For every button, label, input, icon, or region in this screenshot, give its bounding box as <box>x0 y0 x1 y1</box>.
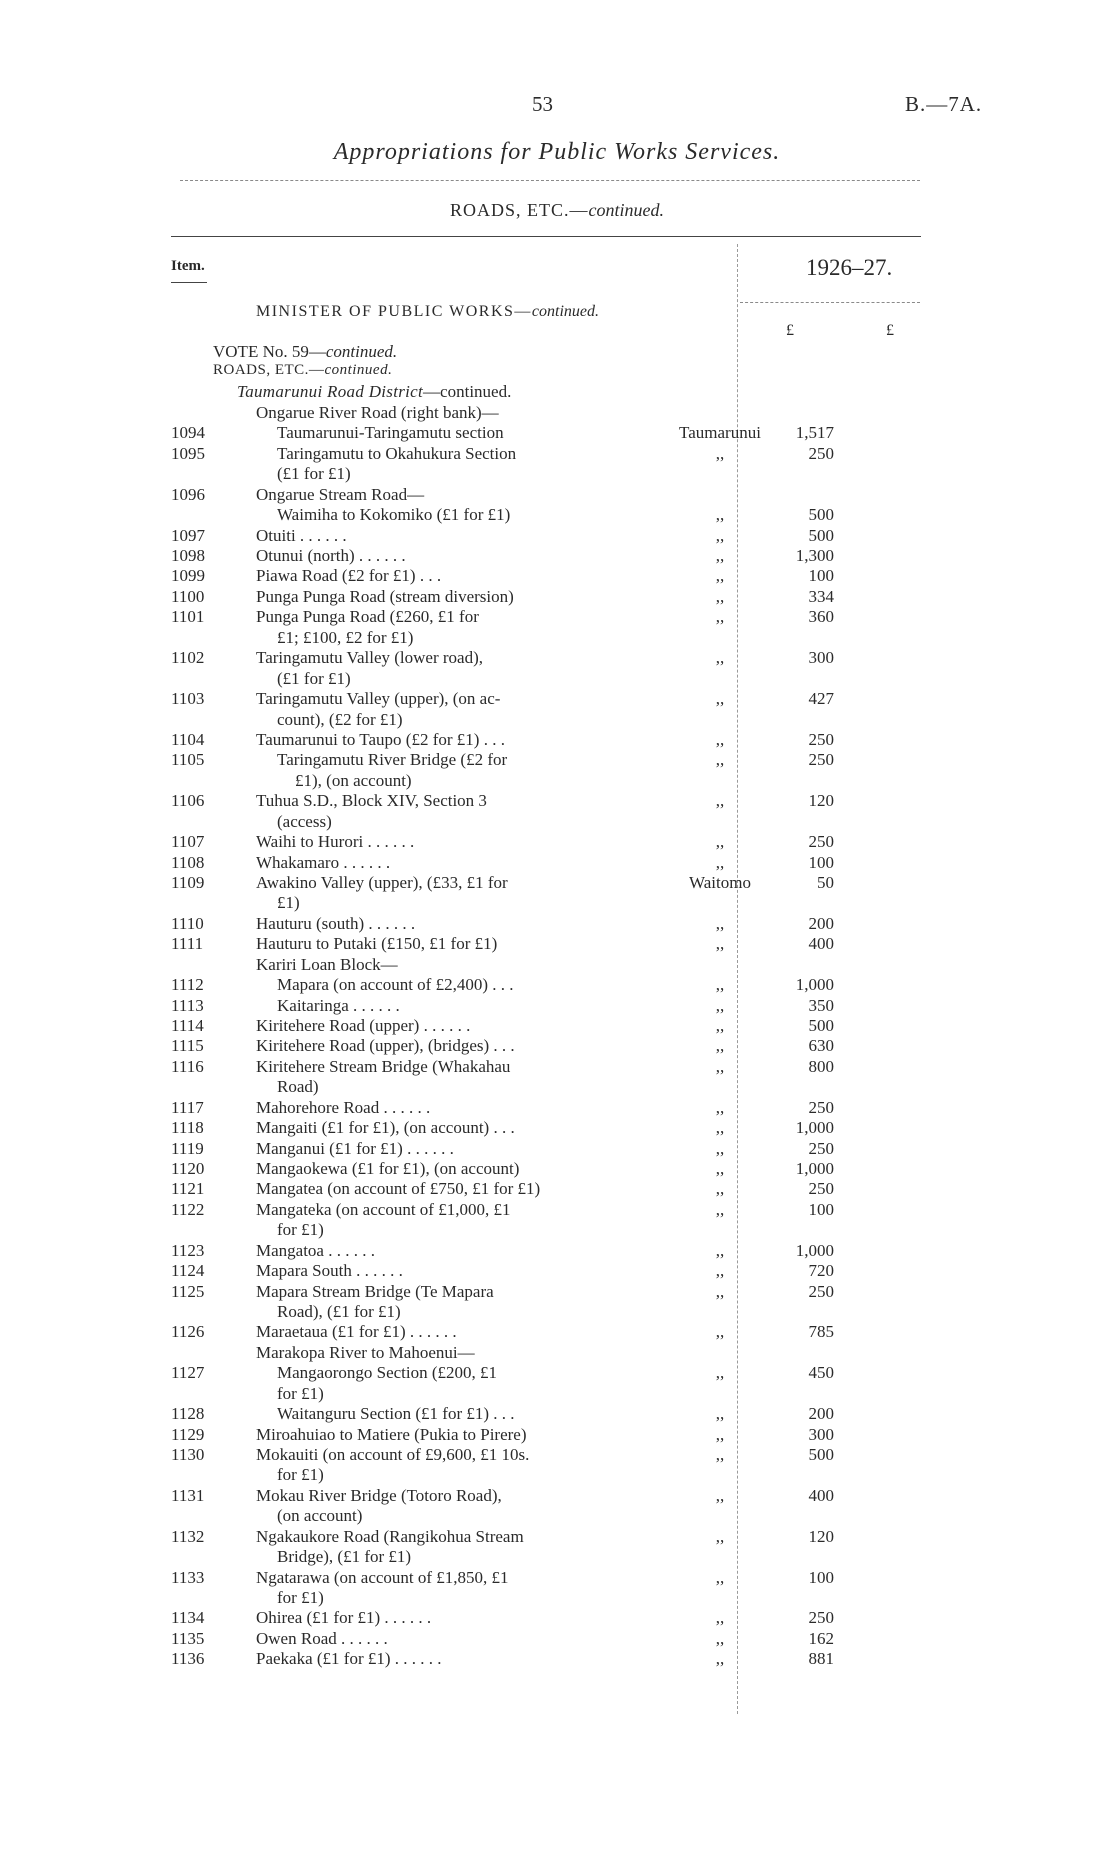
item-description: Kiritehere Road (upper), (bridges) . . . <box>256 1036 515 1056</box>
amount: 50 <box>817 872 834 892</box>
amount: 250 <box>808 1097 834 1117</box>
table-row <box>0 648 1114 668</box>
item-number: 1127 <box>171 1363 205 1383</box>
table-row <box>0 1629 1114 1649</box>
item-description: Ohirea (£1 for £1) . . . . . . <box>256 1608 432 1628</box>
district-name: ,, <box>715 648 725 668</box>
amount: 500 <box>808 1444 834 1464</box>
table-row <box>0 1425 1114 1445</box>
item-number: 1108 <box>171 852 205 872</box>
page-title: Appropriations for Public Works Services. <box>333 139 781 165</box>
amount: 450 <box>808 1363 834 1383</box>
amount: 500 <box>808 505 834 525</box>
item-number: 1100 <box>171 586 205 606</box>
amount: 300 <box>808 1424 834 1444</box>
item-column-header: Item. <box>171 258 205 274</box>
page-number: 53 <box>532 92 553 116</box>
table-row <box>0 669 1114 689</box>
item-number: 1134 <box>171 1608 205 1628</box>
item-number: 1115 <box>171 1036 204 1056</box>
year-column-header: 1926–27. <box>806 255 893 280</box>
district-name: ,, <box>715 729 725 749</box>
item-number: 1113 <box>171 995 204 1015</box>
amount: 162 <box>808 1628 834 1648</box>
table-row <box>0 1220 1114 1240</box>
amount: 100 <box>808 852 834 872</box>
amount: 334 <box>808 586 834 606</box>
vote-label: VOTE No. 59— <box>213 342 326 361</box>
district-name: ,, <box>715 1322 725 1342</box>
district-name: ,, <box>715 1138 725 1158</box>
district-name: Waitomo <box>689 872 751 892</box>
district-name: ,, <box>715 1036 725 1056</box>
item-description: for £1) <box>277 1587 324 1607</box>
amount: 881 <box>808 1649 834 1669</box>
district-name: ,, <box>715 566 725 586</box>
item-description: Taringamutu Valley (upper), (on ac- <box>256 689 501 708</box>
item-number: 1118 <box>171 1118 204 1137</box>
item-number: 1098 <box>171 546 205 565</box>
item-description: Road), (£1 for £1) <box>277 1301 401 1321</box>
table-row <box>0 873 1114 893</box>
table-row <box>0 1261 1114 1281</box>
item-number: 1120 <box>171 1158 205 1178</box>
table-row <box>0 1098 1114 1118</box>
item-description: Punga Punga Road (£260, £1 for <box>256 607 479 627</box>
item-number: 1126 <box>171 1322 205 1342</box>
item-number: 1119 <box>171 1138 204 1158</box>
district-name: ,, <box>715 995 725 1015</box>
table-row <box>0 1649 1114 1669</box>
district-name: ,, <box>715 1261 725 1281</box>
item-number: 1133 <box>171 1567 205 1587</box>
item-description: Taringamutu River Bridge (£2 for <box>277 750 508 770</box>
table-row <box>0 1404 1114 1424</box>
table-row <box>0 1445 1114 1465</box>
item-description: Mangaiti (£1 for £1), (on account) . . . <box>256 1118 515 1137</box>
amount: 120 <box>808 791 834 811</box>
item-number: 1097 <box>171 525 205 545</box>
district-name: ,, <box>715 1444 725 1464</box>
table-row <box>0 1547 1114 1567</box>
table-row <box>0 444 1114 464</box>
item-description: Otuiti . . . . . . <box>256 525 347 545</box>
item-number: 1136 <box>171 1649 205 1669</box>
amount: 200 <box>808 1404 834 1424</box>
table-row <box>0 423 1114 443</box>
district-name: ,, <box>715 1179 725 1199</box>
table-row <box>0 1588 1114 1608</box>
amount: 1,000 <box>795 1118 834 1137</box>
item-description: (£1 for £1) <box>277 668 351 688</box>
item-number: 1114 <box>171 1015 204 1035</box>
district-name: ,, <box>715 607 725 627</box>
item-description: Mapara (on account of £2,400) . . . <box>277 975 514 994</box>
item-number: 1124 <box>171 1261 205 1281</box>
item-description: Ngakaukore Road (Rangikohua Stream <box>256 1526 524 1546</box>
item-description: for £1) <box>277 1383 324 1403</box>
item-description: Awakino Valley (upper), (£33, £1 for <box>256 872 508 892</box>
amount: 100 <box>808 1567 834 1587</box>
district-name: ,, <box>715 1015 725 1035</box>
roads-label: ROADS, ETC.— <box>213 362 325 378</box>
district-name: ,, <box>715 1608 725 1628</box>
item-number: 1128 <box>171 1404 205 1424</box>
item-description: Mokau River Bridge (Totoro Road), <box>256 1485 502 1505</box>
table-row <box>0 1241 1114 1261</box>
table-row <box>0 955 1114 975</box>
item-description: count), (£2 for £1) <box>277 709 403 729</box>
item-description: Waitanguru Section (£1 for £1) . . . <box>277 1404 515 1424</box>
item-description: £1; £100, £2 for £1) <box>277 627 414 647</box>
item-description: Paekaka (£1 for £1) . . . . . . <box>256 1649 442 1669</box>
district-name: ,, <box>715 750 725 770</box>
table-row <box>0 505 1114 525</box>
item-number: 1122 <box>171 1199 205 1219</box>
amount: 400 <box>808 934 834 954</box>
item-number: 1129 <box>171 1424 205 1444</box>
amount: 1,300 <box>795 546 834 565</box>
item-number: 1130 <box>171 1444 205 1464</box>
item-description: Taringamutu to Okahukura Section <box>277 443 517 463</box>
item-description: Tuhua S.D., Block XIV, Section 3 <box>256 791 487 811</box>
item-number: 1106 <box>171 791 205 811</box>
table-row <box>0 1363 1114 1383</box>
title-divider <box>180 180 920 181</box>
amount: 500 <box>808 525 834 545</box>
amount: 250 <box>808 1138 834 1158</box>
table-row <box>0 996 1114 1016</box>
item-number: 1123 <box>171 1240 205 1260</box>
district-name: ,, <box>715 1628 725 1648</box>
table-row <box>0 403 1114 423</box>
table-row <box>0 1302 1114 1322</box>
amount: 1,517 <box>795 423 834 443</box>
item-description: Kaitaringa . . . . . . <box>277 995 400 1015</box>
item-description: Marakopa River to Mahoenui— <box>256 1342 475 1362</box>
amount: 200 <box>808 913 834 933</box>
table-row <box>0 566 1114 586</box>
amount: 250 <box>808 729 834 749</box>
item-number: 1104 <box>171 729 205 749</box>
item-number: 1131 <box>171 1485 205 1505</box>
table-row <box>0 893 1114 913</box>
district-name: ,, <box>715 689 725 708</box>
amount: 1,000 <box>795 1158 834 1178</box>
currency-symbol-2: £ <box>886 322 894 339</box>
item-description: Waihi to Hurori . . . . . . <box>256 832 415 851</box>
district-name: ,, <box>715 975 725 994</box>
district-name: ,, <box>715 1485 725 1505</box>
item-description: Taumarunui-Taringamutu section <box>277 423 504 443</box>
item-number: 1109 <box>171 872 205 892</box>
table-row <box>0 526 1114 546</box>
item-description: Taringamutu Valley (lower road), <box>256 648 483 668</box>
item-description: Ongarue River Road (right bank)— <box>256 403 499 422</box>
item-description: Miroahuiao to Matiere (Pukia to Pirere) <box>256 1424 527 1444</box>
document-reference: B.—7A. <box>905 92 983 116</box>
table-row <box>0 1139 1114 1159</box>
amount: 785 <box>808 1322 834 1342</box>
table-row <box>0 1506 1114 1526</box>
table-row <box>0 750 1114 770</box>
district-name: ,, <box>715 546 725 565</box>
district-name: ,, <box>715 832 725 851</box>
item-number: 1117 <box>171 1097 204 1117</box>
amount: 250 <box>808 832 834 851</box>
year-header-underline <box>740 302 920 303</box>
amount: 400 <box>808 1485 834 1505</box>
district-name: ,, <box>715 1056 725 1076</box>
section-heading-continued: continued. <box>588 200 664 220</box>
amount: 720 <box>808 1261 834 1281</box>
item-description: Bridge), (£1 for £1) <box>277 1547 412 1567</box>
item-description: Ngatarawa (on account of £1,850, £1 <box>256 1567 509 1587</box>
item-description: Mahorehore Road . . . . . . <box>256 1097 431 1117</box>
amount: 250 <box>808 1608 834 1628</box>
table-row <box>0 1159 1114 1179</box>
item-description: (on account) <box>277 1506 363 1526</box>
item-description: Taumarunui to Taupo (£2 for £1) . . . <box>256 729 505 749</box>
district-name: ,, <box>715 1363 725 1383</box>
amount: 100 <box>808 566 834 586</box>
table-row <box>0 628 1114 648</box>
table-row <box>0 1465 1114 1485</box>
district-name: ,, <box>715 443 725 463</box>
item-description: £1) <box>277 893 300 913</box>
item-description: Hauturu (south) . . . . . . <box>256 913 416 933</box>
district-label: Taumarunui Road District <box>237 382 424 401</box>
amount: 100 <box>808 1199 834 1219</box>
amount: 1,000 <box>795 1240 834 1260</box>
item-number: 1094 <box>171 423 205 443</box>
item-description: £1), (on account) <box>295 770 412 790</box>
item-description: Mokauiti (on account of £9,600, £1 10s. <box>256 1444 530 1464</box>
table-row <box>0 1343 1114 1363</box>
item-description: Mangaokewa (£1 for £1), (on account) <box>256 1158 520 1178</box>
item-description: Punga Punga Road (stream diversion) <box>256 586 514 606</box>
item-number: 1095 <box>171 443 205 463</box>
item-description: Manganui (£1 for £1) . . . . . . <box>256 1138 454 1158</box>
table-row <box>0 587 1114 607</box>
item-number: 1096 <box>171 484 205 504</box>
table-row <box>0 1486 1114 1506</box>
item-description: (access) <box>277 811 332 831</box>
district-name: ,, <box>715 1567 725 1587</box>
district-name: Taumarunui <box>679 423 761 443</box>
district-name: ,, <box>715 1649 725 1669</box>
item-number: 1102 <box>171 648 205 668</box>
minister-continued: continued. <box>531 303 599 320</box>
amount: 630 <box>808 1036 834 1056</box>
section-heading <box>0 200 1114 221</box>
item-description: Otunui (north) . . . . . . <box>256 546 406 565</box>
item-number: 1099 <box>171 566 205 586</box>
amount: 250 <box>808 1179 834 1199</box>
amount: 250 <box>808 1281 834 1301</box>
item-number: 1116 <box>171 1056 204 1076</box>
district-name: ,, <box>715 1424 725 1444</box>
roads-subheading <box>213 362 392 379</box>
amount: 120 <box>808 1526 834 1546</box>
item-description: Kiritehere Road (upper) . . . . . . <box>256 1015 471 1035</box>
amount: 250 <box>808 750 834 770</box>
table-row <box>0 914 1114 934</box>
item-description: Mangateka (on account of £1,000, £1 <box>256 1199 511 1219</box>
amount: 300 <box>808 648 834 668</box>
table-row <box>0 1118 1114 1138</box>
table-row <box>0 1057 1114 1077</box>
district-name: ,, <box>715 1281 725 1301</box>
district-name: ,, <box>715 505 725 525</box>
table-row <box>0 934 1114 954</box>
table-row <box>0 1384 1114 1404</box>
vote-heading <box>213 342 397 362</box>
item-description: Kariri Loan Block— <box>256 954 398 974</box>
item-description: (£1 for £1) <box>277 464 351 484</box>
item-description: Mangaorongo Section (£200, £1 <box>277 1363 498 1383</box>
table-row <box>0 1016 1114 1036</box>
item-description: Piawa Road (£2 for £1) . . . <box>256 566 442 586</box>
district-name: ,, <box>715 1199 725 1219</box>
item-number: 1103 <box>171 689 205 708</box>
district-name: ,, <box>715 1158 725 1178</box>
item-number: 1121 <box>171 1179 205 1199</box>
item-number: 1101 <box>171 607 205 627</box>
district-name: ,, <box>715 791 725 811</box>
item-description: Waimiha to Kokomiko (£1 for £1) <box>277 505 511 525</box>
table-row <box>0 791 1114 811</box>
item-number: 1132 <box>171 1526 205 1546</box>
section-heading-main: ROADS, ETC.— <box>450 200 589 220</box>
table-row <box>0 1322 1114 1342</box>
district-name: ,, <box>715 586 725 606</box>
table-row <box>0 1608 1114 1628</box>
minister-heading <box>256 303 599 321</box>
table-row <box>0 1200 1114 1220</box>
currency-symbol-1: £ <box>786 322 794 339</box>
item-description: Kiritehere Stream Bridge (Whakahau <box>256 1056 511 1076</box>
district-name: ,, <box>715 934 725 954</box>
item-description: Owen Road . . . . . . <box>256 1628 388 1648</box>
roads-continued: continued. <box>324 362 393 378</box>
district-name: ,, <box>715 1526 725 1546</box>
table-row <box>0 546 1114 566</box>
item-number: 1125 <box>171 1281 205 1301</box>
item-description: Road) <box>277 1077 319 1097</box>
table-row <box>0 853 1114 873</box>
table-row <box>0 812 1114 832</box>
table-row <box>0 832 1114 852</box>
amount: 800 <box>808 1056 834 1076</box>
amount: 500 <box>808 1015 834 1035</box>
table-row <box>0 1527 1114 1547</box>
item-number: 1112 <box>171 975 204 994</box>
district-name: ,, <box>715 1404 725 1424</box>
district-continued: —continued. <box>423 382 512 401</box>
district-heading <box>237 382 511 402</box>
item-description: Whakamaro . . . . . . <box>256 852 391 872</box>
table-row <box>0 485 1114 505</box>
amount: 1,000 <box>795 975 834 994</box>
item-number: 1107 <box>171 832 205 851</box>
table-row <box>0 607 1114 627</box>
district-name: ,, <box>715 1118 725 1137</box>
item-description: Mangatoa . . . . . . <box>256 1240 375 1260</box>
amount: 427 <box>808 689 834 708</box>
table-top-rule <box>171 236 921 237</box>
amount: 350 <box>808 995 834 1015</box>
district-name: ,, <box>715 852 725 872</box>
table-row <box>0 1282 1114 1302</box>
district-name: ,, <box>715 1097 725 1117</box>
item-description: Ongarue Stream Road— <box>256 484 425 504</box>
table-row <box>0 730 1114 750</box>
table-row <box>0 464 1114 484</box>
amount: 360 <box>808 607 834 627</box>
table-row <box>0 771 1114 791</box>
table-row <box>0 1568 1114 1588</box>
item-number: 1110 <box>171 913 204 933</box>
item-description: Maraetaua (£1 for £1) . . . . . . <box>256 1322 457 1342</box>
item-description: for £1) <box>277 1220 324 1240</box>
district-name: ,, <box>715 1240 725 1260</box>
item-number: 1135 <box>171 1628 205 1648</box>
minister-label: MINISTER OF PUBLIC WORKS— <box>256 303 532 320</box>
item-description: Mapara Stream Bridge (Te Mapara <box>256 1281 494 1301</box>
item-number: 1105 <box>171 750 205 770</box>
vote-continued: continued. <box>325 342 398 361</box>
item-description: Mapara South . . . . . . <box>256 1261 403 1281</box>
table-row <box>0 710 1114 730</box>
district-name: ,, <box>715 913 725 933</box>
item-description: Hauturu to Putaki (£150, £1 for £1) <box>256 934 498 954</box>
table-row <box>0 1036 1114 1056</box>
table-row <box>0 975 1114 995</box>
table-row <box>0 689 1114 709</box>
amount: 250 <box>808 443 834 463</box>
table-row <box>0 1179 1114 1199</box>
district-name: ,, <box>715 525 725 545</box>
item-number: 1111 <box>171 934 204 954</box>
item-header-underline <box>171 282 207 283</box>
item-description: for £1) <box>277 1465 324 1485</box>
table-row <box>0 1077 1114 1097</box>
item-description: Mangatea (on account of £750, £1 for £1) <box>256 1179 541 1199</box>
